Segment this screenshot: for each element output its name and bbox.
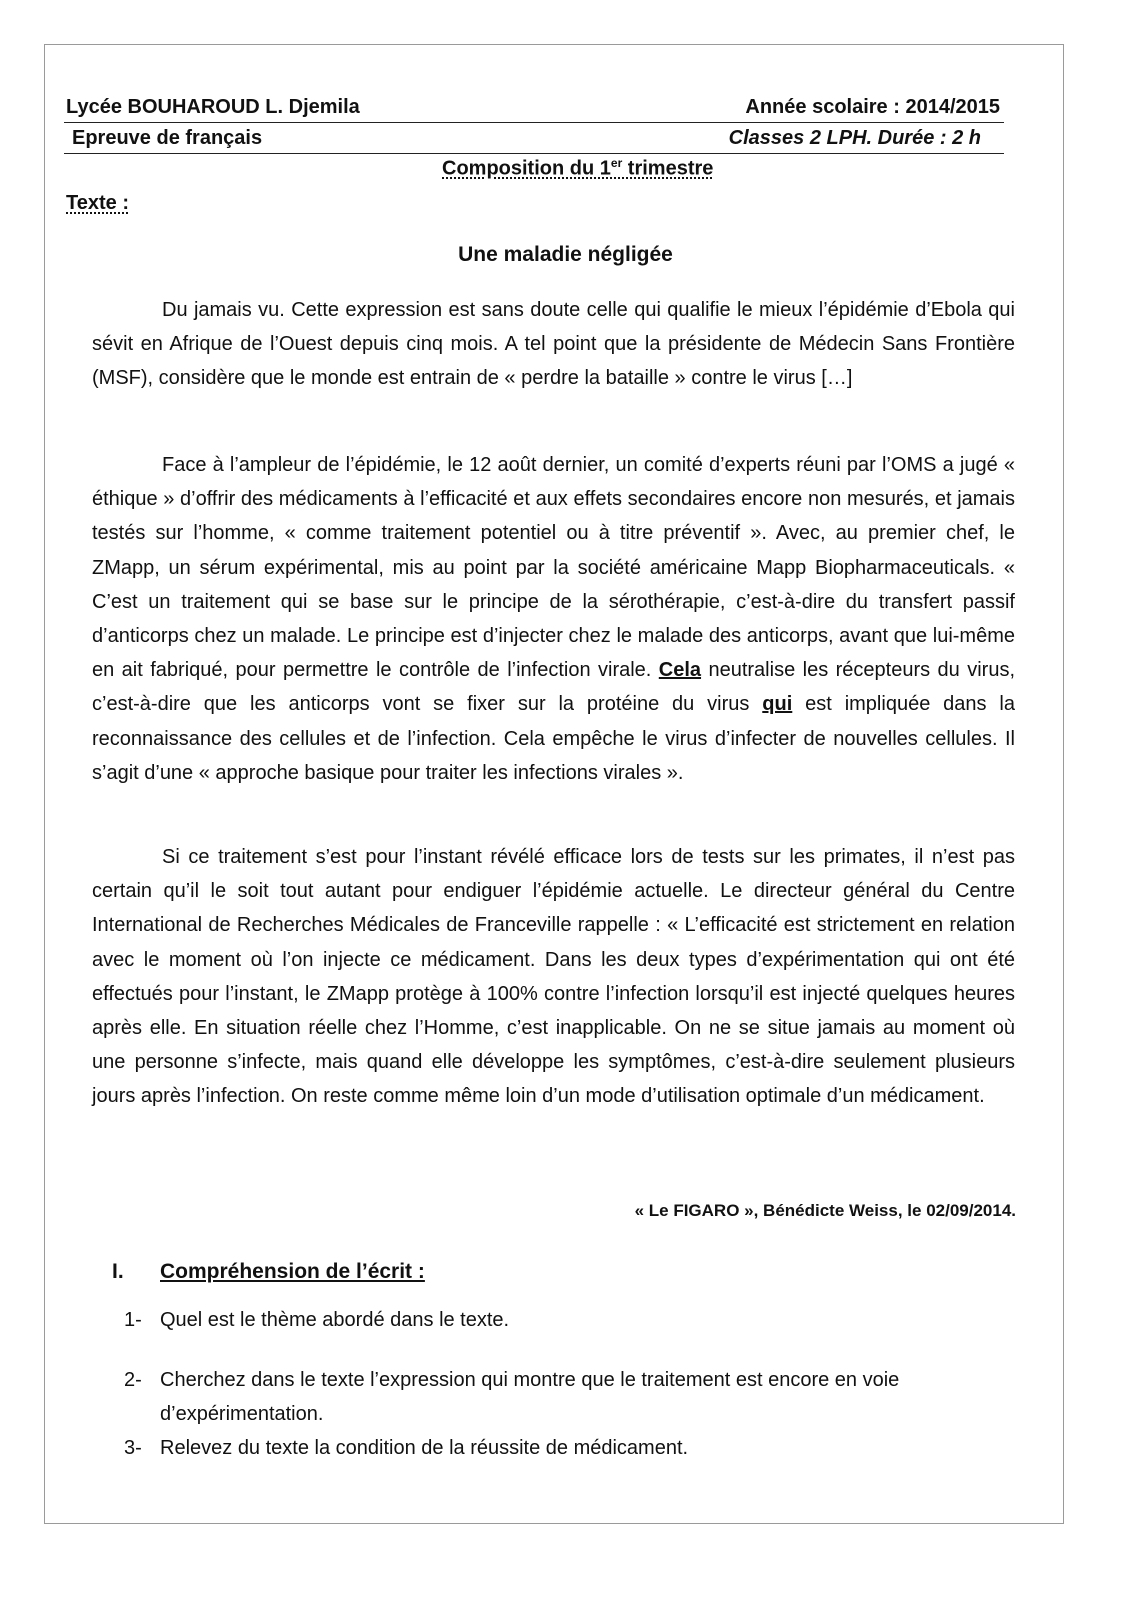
question-1: 1- Quel est le thème abordé dans le texte. bbox=[124, 1309, 510, 1331]
texte-label: Texte : bbox=[66, 192, 129, 214]
exam-subject: Epreuve de français bbox=[72, 127, 263, 149]
question-2: 2- Cherchez dans le texte l’expression qui montre que le traitement est encore en voie d’expérimentation. bbox=[124, 1369, 900, 1425]
school-name: Lycée BOUHAROUD L. Djemila bbox=[66, 96, 360, 118]
article-source: « Le FIGARO », Bénédicte Weiss, le 02/09/2014. bbox=[634, 1201, 1016, 1220]
header-rule-1 bbox=[64, 122, 1004, 123]
article-paragraph-2: Face à l’ampleur de l’épidémie, le 12 août dernier, un comité d’experts réuni par l’OMS a jugé « éthique » d’offrir des médicaments à l’efficacité et aux effets secondaires encore non mesurés, et jamais testés sur l’homme, « comme traitement potentiel ou à titre préventif ». Avec, au premier chef, le ZMapp, un sérum expérimental, mis au point par la société américaine Mapp Biopharmaceuticals. « C’est un traitement qui se base sur le principe de la sérothérapie, c’est-à-dire du transfert passif d’anticorps chez un malade. Le principe est d’injecter chez le malade des anticorps, avant que lui-même en ait fabriqué, pour permettre le contrôle de l’infection virale. Cela neutralise les récepteurs du virus, c’est-à-dire que les anticorps vont se fixer sur la protéine du virus qui est impliquée dans la reconnaissance des cellules et de l’infection. Cela empêche le virus d’infecter de nouvelles cellules. Il s’agit d’une « approche basique pour traiter les infections virales ». bbox=[92, 454, 1015, 784]
highlight-cela: Cela bbox=[658, 659, 702, 682]
composition-title: Composition du 1er trimestre bbox=[442, 156, 714, 180]
section-heading bbox=[112, 1260, 425, 1284]
header-rule-2 bbox=[64, 153, 1004, 154]
article-paragraph-3: Si ce traitement s’est pour l’instant révélé efficace lors de tests sur les primates, il n’est pas certain qu’il le soit tout autant pour endiguer l’épidémie actuelle. Le directeur général du Centre International de Recherches Médicales de Franceville rappelle : « L’efficacité est strictement en relation avec le moment où l’on injecte ce médicament. Dans les deux types d’expérimentation qui ont été effectués pour l’instant, le ZMapp protège à 100% contre l’infection lorsqu’il est injecté quelques heures après elle. En situation réelle chez l’Homme, c’est inapplicable. On ne se situe jamais au moment où une personne s’infecte, mais quand elle développe les symptômes, c’est-à-dire seulement plusieurs jours après l’infection. On reste comme même loin d’un mode d’utilisation optimale d’un médicament. bbox=[92, 846, 1015, 1108]
article-paragraph-1: Du jamais vu. Cette expression est sans doute celle qui qualifie le mieux l’épidémie d’Ebola qui sévit en Afrique de l’Ouest depuis cinq mois. A tel point que la présidente de Médecin Sans Frontière (MSF), considère que le monde est entrain de « perdre la bataille » contre le virus […] bbox=[92, 299, 1015, 390]
highlight-qui: qui bbox=[762, 693, 793, 716]
section-label: Compréhension de l’écrit : bbox=[160, 1260, 425, 1283]
exam-classes-duration: Classes 2 LPH. Durée : 2 h bbox=[728, 127, 981, 149]
article-title: Une maladie négligée bbox=[458, 243, 673, 266]
question-3: 3- Relevez du texte la condition de la réussite de médicament. bbox=[124, 1437, 689, 1459]
school-year: Année scolaire : 2014/2015 bbox=[745, 96, 1000, 118]
section-number: I. bbox=[112, 1260, 124, 1283]
